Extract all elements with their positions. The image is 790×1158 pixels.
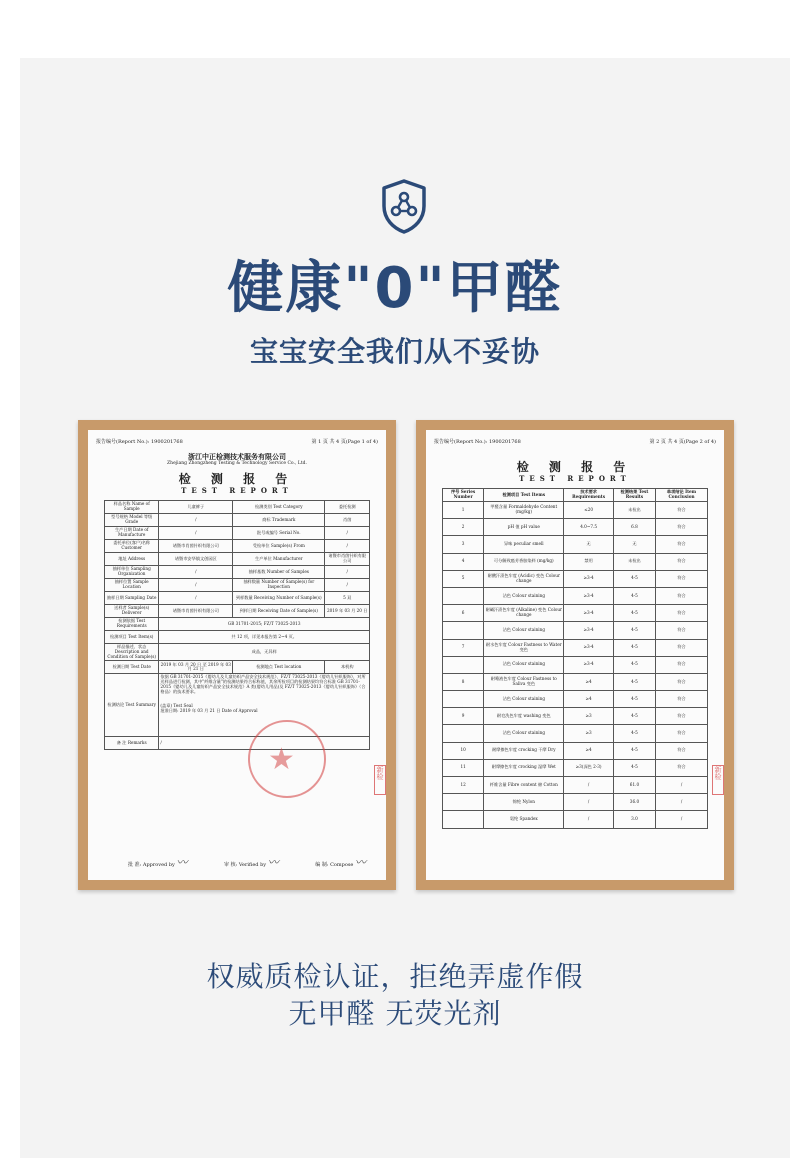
table-cell: 沾色 Colour staining — [484, 622, 564, 639]
table-cell: 纤维含量 Fibre content 棉 Cotton — [484, 777, 564, 794]
table-cell: 4-5 — [613, 605, 655, 622]
table-cell: / — [159, 514, 233, 527]
table-cell: 4.0~7.5 — [564, 519, 614, 536]
table-cell: 受检单位 Sample(s) From — [233, 540, 325, 553]
signature-icon: 〰 — [355, 856, 366, 869]
table-cell: 商标 Trademark — [233, 514, 325, 527]
table-cell: ≥3-4 — [564, 656, 614, 673]
table-cell: 2019 年 03 月 20 日 — [325, 605, 370, 618]
table-cell: 甲醛含量 Formaldehyde Content (mg/kg) — [484, 502, 564, 519]
table-cell: 4-5 — [613, 691, 655, 708]
table-cell: 沾色 Colour staining — [484, 587, 564, 604]
table-cell: 肖茵 — [325, 514, 370, 527]
remarks-value: / — [159, 737, 370, 750]
seal-star-icon: ★ — [268, 742, 295, 777]
table-cell: / — [564, 777, 614, 794]
table-row — [443, 777, 708, 794]
table-cell: 到样日期 Receiving Date of Sample(s) — [233, 605, 325, 618]
certificate-frame-left — [78, 420, 396, 890]
table-cell: 符合 — [656, 570, 708, 587]
table-cell: 4-5 — [613, 759, 655, 776]
table-cell: 未检出 — [613, 553, 655, 570]
table-cell: 耐碱汗渍色牢度 (Alkaline) 变色 Colour change — [484, 605, 564, 622]
table-cell: 生产日期 Date of Manufacture — [105, 527, 159, 540]
table-cell: 可分解致癌芳香胺染料 (mg/kg) — [484, 553, 564, 570]
table-cell: 2 — [443, 519, 484, 536]
table-cell — [443, 622, 484, 639]
table-header-cell: 检测项目 Test Items — [484, 489, 564, 502]
table-cell: 抽样单位 Sampling Organization — [105, 566, 159, 579]
subheadline: 宝宝安全我们从不妥协 — [249, 335, 540, 368]
table-header-cell: 技术要求 Requirements — [564, 489, 614, 502]
table-cell: GB 31701-2015; FZ/T 73025-2013 — [159, 618, 370, 631]
table-cell: / — [656, 777, 708, 794]
report-title-en: TEST REPORT — [181, 486, 293, 495]
table-row — [105, 553, 370, 566]
table-row — [443, 519, 708, 536]
table-cell: 9 — [443, 708, 484, 725]
table-cell: 诸暨市肖茵针织有限公司 — [159, 605, 233, 618]
sample-info-table — [104, 500, 370, 750]
table-cell — [443, 794, 484, 811]
table-cell: 样品描述、状态 Description and Condition of Sample(s) — [105, 644, 159, 661]
table-row — [443, 708, 708, 725]
table-row — [105, 631, 370, 644]
table-cell: 锦纶 Nylon — [484, 794, 564, 811]
conclusion-row — [105, 674, 370, 737]
table-cell: 检测地点 Test location — [233, 661, 325, 674]
table-row — [105, 644, 370, 661]
table-row — [443, 691, 708, 708]
table-cell: 符合 — [656, 708, 708, 725]
conclusion-label: 检测结论 Test Summary — [105, 674, 159, 737]
table-cell: 61.0 — [613, 777, 655, 794]
table-cell: 符合 — [656, 639, 708, 656]
table-cell: 诸暨市安华镇文创园区 — [159, 553, 233, 566]
table-cell: 地址 Address — [105, 553, 159, 566]
signature-icon: 〰 — [176, 856, 188, 869]
table-header-cell: 检测结果 Test Results — [613, 489, 655, 502]
report-title: 检 测 报 告 — [178, 472, 296, 486]
table-cell: ≥3-4 — [564, 605, 614, 622]
table-cell: / — [564, 811, 614, 828]
table-row — [105, 514, 370, 527]
table-cell: / — [159, 579, 233, 592]
table-cell: 耐摩擦色牢度 crocking 干摩 Dry — [484, 742, 564, 759]
table-row — [105, 579, 370, 592]
table-cell: / — [325, 566, 370, 579]
table-cell: 诸暨市肖茵针织有限公司 — [325, 553, 370, 566]
table-cell: 诸暨市肖茵针织有限公司 — [159, 540, 233, 553]
edge-stamp: 新检 — [374, 765, 386, 795]
report-meta — [434, 438, 716, 445]
table-cell: 未检出 — [613, 502, 655, 519]
table-cell: ≥3-4 — [564, 587, 614, 604]
caption-line-2: 无甲醛 无荧光剂 — [288, 997, 502, 1030]
table-row — [443, 536, 708, 553]
table-cell: 委托检测 — [325, 501, 370, 514]
table-cell: 符合 — [656, 605, 708, 622]
signature-icon: 〰 — [267, 856, 279, 869]
table-row — [443, 553, 708, 570]
table-cell: / — [564, 794, 614, 811]
table-cell: 无 — [613, 536, 655, 553]
table-cell: 7 — [443, 639, 484, 656]
table-row — [443, 742, 708, 759]
table-cell — [443, 587, 484, 604]
report-number: 报告编号(Report No.): 1900201768 — [434, 439, 521, 445]
table-cell: / — [656, 794, 708, 811]
report-title-en: TEST REPORT — [519, 474, 631, 483]
table-cell: / — [159, 566, 233, 579]
table-cell: 4-5 — [613, 708, 655, 725]
remarks-row — [105, 737, 370, 750]
table-cell: 3.0 — [613, 811, 655, 828]
table-row — [443, 587, 708, 604]
table-cell: 4-5 — [613, 570, 655, 587]
table-cell: 耐水色牢度 Colour Fastness to Water 变色 — [484, 639, 564, 656]
test-report-page-1 — [88, 430, 386, 880]
approval-date: 批准日期: 2019 年 03 月 21 日 Date of Approval — [160, 708, 258, 714]
table-cell: 5 — [443, 570, 484, 587]
table-cell: ≥3-4 — [564, 570, 614, 587]
table-row — [443, 639, 708, 656]
table-cell: 符合 — [656, 519, 708, 536]
table-cell — [443, 656, 484, 673]
table-row — [443, 656, 708, 673]
table-cell: 耐唾液色牢度 Colour Fastness to Saliva 变色 — [484, 673, 564, 690]
table-row — [443, 673, 708, 690]
table-cell: 符合 — [656, 553, 708, 570]
table-cell: 10 — [443, 742, 484, 759]
org-name-en: Zhejiang Zhongzheng Testing & Technology Service Co., Ltd. — [167, 461, 307, 466]
table-cell: 禁用 — [564, 553, 614, 570]
table-row — [443, 725, 708, 742]
table-row — [105, 592, 370, 605]
caption-line-1: 权威质检认证，拒绝弄虚作假 — [206, 960, 584, 993]
table-cell: 12 — [443, 777, 484, 794]
table-cell: 4-5 — [613, 656, 655, 673]
table-cell: 5 双 — [325, 592, 370, 605]
table-cell: 4-5 — [613, 622, 655, 639]
table-cell: ≥3-4 — [564, 622, 614, 639]
table-cell: 异味 peculiar smell — [484, 536, 564, 553]
table-cell: 抽样数量 Number of Sample(s) for Inspection — [233, 579, 325, 592]
table-cell: 抽样位置 Sample Location — [105, 579, 159, 592]
table-cell: 共 12 项，详见本报告第 2~4 页。 — [159, 631, 370, 644]
table-cell: 符合 — [656, 725, 708, 742]
table-cell: 检测日期 Test Date — [105, 661, 159, 674]
table-cell: 2019 年 03 月 20 日 至 2019 年 03 月 21 日 — [159, 661, 233, 674]
table-cell: 3 — [443, 536, 484, 553]
table-cell: 沾色 Colour staining — [484, 691, 564, 708]
verified-by: 审 核: Verified by 〰 — [224, 856, 279, 869]
table-cell: 儿童裤子 — [159, 501, 233, 514]
table-cell: pH 值 pH value — [484, 519, 564, 536]
remarks-label: 备 注 Remarks — [105, 737, 159, 750]
table-cell: 批号或编号 Serial No. — [233, 527, 325, 540]
table-row — [443, 622, 708, 639]
conclusion-text: 依据 GB 31701-2015《婴幼儿及儿童纺织产品安全技术规范》、FZ/T 73025-2013《婴幼儿针织服饰》，对所送样品进行检测，其中"纤维含量"的检测结果符合标称值，其余所检项目的检测结果均符合标准 GB 31701-2015《婴幼儿及儿童纺织产品安全技术规范》A 类(婴幼儿用品)及 FZ/T 73025-2013《婴幼儿针织服饰》（合格品）的技术要求。 — [160, 674, 366, 694]
report-number: 报告编号(Report No.): 1900201768 — [96, 439, 183, 445]
page-number: 第 1 页 共 4 页(Page 1 of 4) — [311, 439, 378, 445]
table-cell: ≥3-4 — [564, 639, 614, 656]
table-row — [105, 527, 370, 540]
test-report-page-2 — [426, 430, 724, 880]
org-name: 浙江中正检测技术服务有限公司 — [188, 452, 286, 461]
table-cell: 符合 — [656, 742, 708, 759]
table-cell: ≥3 — [564, 725, 614, 742]
report-meta — [96, 438, 378, 445]
table-row — [105, 661, 370, 674]
table-cell: ≥4 — [564, 673, 614, 690]
table-cell: / — [325, 579, 370, 592]
table-cell: 沾色 Colour staining — [484, 725, 564, 742]
table-cell: 4-5 — [613, 673, 655, 690]
table-cell: 6.8 — [613, 519, 655, 536]
table-cell: 6 — [443, 605, 484, 622]
table-cell: 无 — [564, 536, 614, 553]
table-cell: ≥4 — [564, 691, 614, 708]
table-cell: / — [159, 592, 233, 605]
table-header-cell: 单项结论 Item Conclusion — [656, 489, 708, 502]
table-cell: 型号规格 Model 等级 Grade — [105, 514, 159, 527]
compose-by: 编 制: Compose 〰 — [315, 856, 366, 869]
table-cell: 符合 — [656, 536, 708, 553]
table-cell: 符合 — [656, 622, 708, 639]
table-cell: ≥4 — [564, 742, 614, 759]
table-cell: 到样数量 Receiving Number of Sample(s) — [233, 592, 325, 605]
table-cell: 抽样基数 Number of Samples — [233, 566, 325, 579]
table-row — [443, 605, 708, 622]
table-cell: 耐酸汗渍色牢度 (Acidic) 变色 Colour change — [484, 570, 564, 587]
table-cell: 氨纶 Spandex — [484, 811, 564, 828]
table-row — [443, 794, 708, 811]
report-title: 检 测 报 告 — [516, 460, 634, 474]
table-cell: 沾色 Colour staining — [484, 656, 564, 673]
table-cell: / — [656, 811, 708, 828]
shield-molecule-icon — [380, 178, 428, 234]
table-cell: 本机构 — [325, 661, 370, 674]
table-row — [105, 501, 370, 514]
table-cell: 抽样日期 Sampling Date — [105, 592, 159, 605]
page-number: 第 2 页 共 4 页(Page 2 of 4) — [649, 439, 716, 445]
table-cell: / — [325, 540, 370, 553]
table-cell — [443, 691, 484, 708]
table-cell: 36.0 — [613, 794, 655, 811]
edge-stamp: 新检 — [712, 765, 724, 795]
table-row — [105, 540, 370, 553]
table-cell: 耐摩擦色牢度 crocking 湿摩 Wet — [484, 759, 564, 776]
table-cell: 符合 — [656, 673, 708, 690]
table-cell: 符合 — [656, 502, 708, 519]
table-header-cell: 序号 Series Number — [443, 489, 484, 502]
table-cell: 样品名称 Name of Sample — [105, 501, 159, 514]
table-cell: 4-5 — [613, 587, 655, 604]
table-cell: 4-5 — [613, 742, 655, 759]
table-cell: 检测依据 Test Requirements — [105, 618, 159, 631]
table-cell: 检测类别 Test Category — [233, 501, 325, 514]
certificate-frame-right — [416, 420, 734, 890]
table-cell: 委托单位(客户)名称 Customer — [105, 540, 159, 553]
table-cell: 耐皂洗色牢度 washing 变色 — [484, 708, 564, 725]
stamp-text: (盖章) Test Seal — [160, 703, 193, 709]
table-cell: ≥3 — [564, 708, 614, 725]
signature-row — [128, 854, 366, 870]
table-cell: 符合 — [656, 759, 708, 776]
table-cell: 8 — [443, 673, 484, 690]
table-cell: 1 — [443, 502, 484, 519]
table-cell: 生产单位 Manufacturer — [233, 553, 325, 566]
table-row — [443, 759, 708, 776]
table-cell: 符合 — [656, 587, 708, 604]
table-cell: 符合 — [656, 691, 708, 708]
table-row — [443, 570, 708, 587]
table-header-row — [443, 489, 708, 502]
table-row — [443, 502, 708, 519]
table-cell: 符合 — [656, 656, 708, 673]
table-cell — [443, 811, 484, 828]
table-row — [443, 811, 708, 828]
headline: 健康"0"甲醛 — [227, 256, 563, 321]
table-cell: ≤20 — [564, 502, 614, 519]
approved-by: 批 准: Approved by 〰 — [128, 856, 188, 869]
table-cell: 4 — [443, 553, 484, 570]
table-cell: 成品，无异样 — [159, 644, 370, 661]
table-cell: / — [325, 527, 370, 540]
table-row — [105, 618, 370, 631]
table-row — [105, 566, 370, 579]
table-cell: / — [159, 527, 233, 540]
table-cell — [443, 725, 484, 742]
table-cell: ≥3(深色 2-3) — [564, 759, 614, 776]
test-results-table — [442, 488, 708, 829]
table-row — [105, 605, 370, 618]
table-cell: 送样者 Sample(s) Deliverer — [105, 605, 159, 618]
table-cell: 4-5 — [613, 725, 655, 742]
table-cell: 11 — [443, 759, 484, 776]
table-cell: 检测项目 Test Item(s) — [105, 631, 159, 644]
table-cell: 4-5 — [613, 639, 655, 656]
